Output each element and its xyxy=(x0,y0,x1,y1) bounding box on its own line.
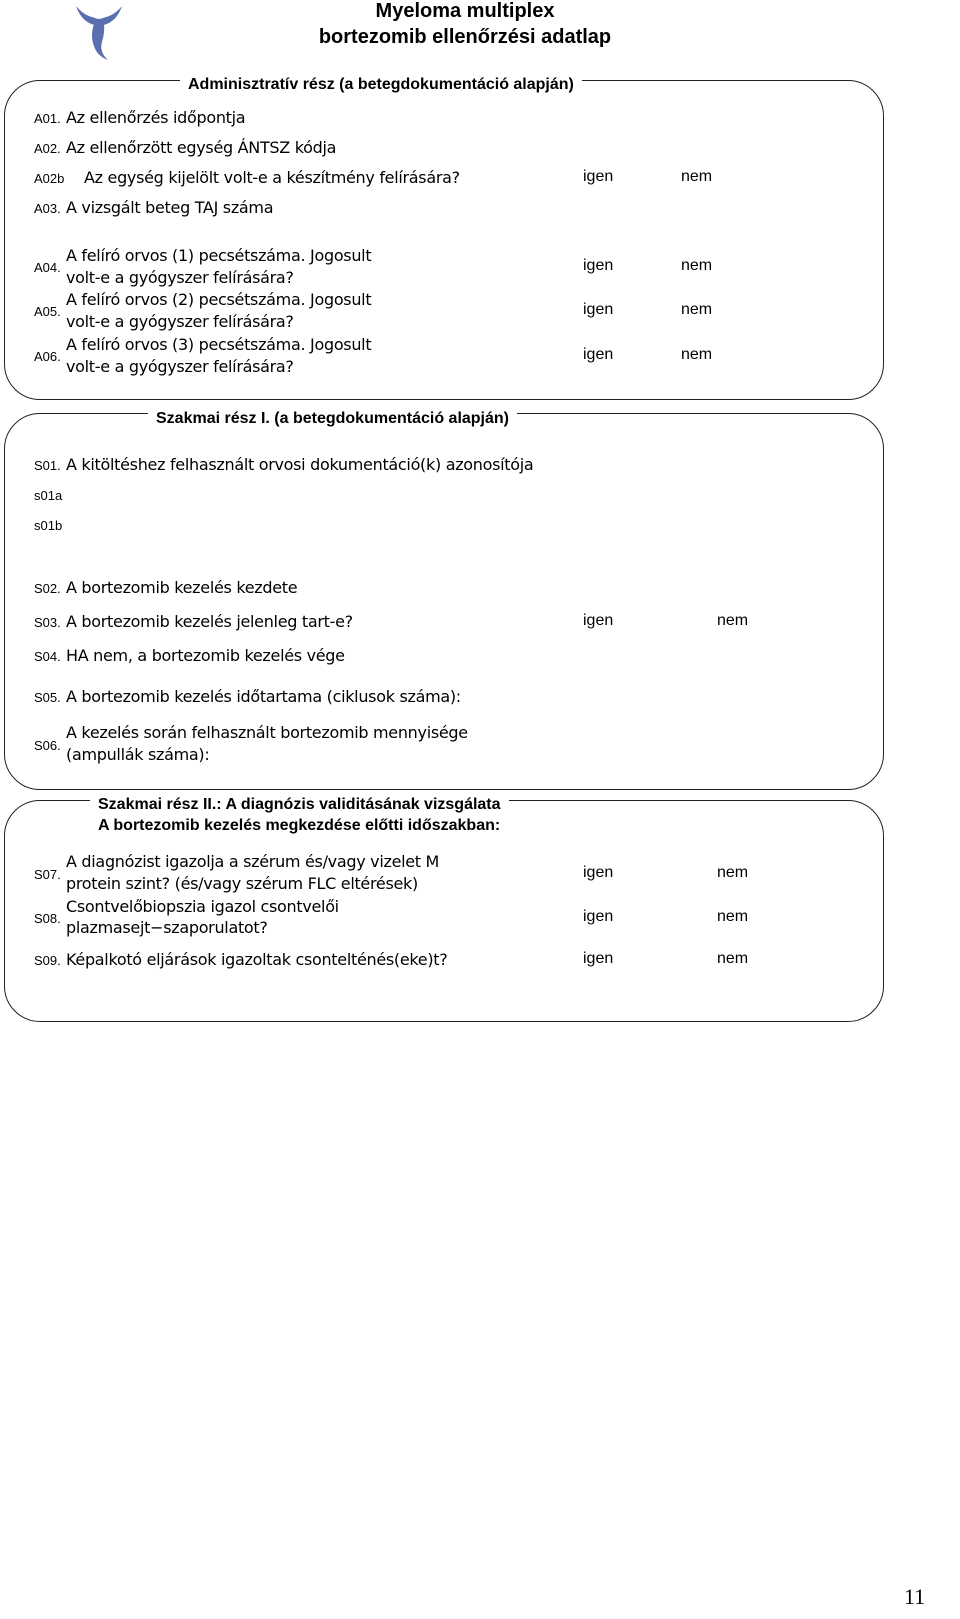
question-text-line2: volt-e a gyógyszer felírására? xyxy=(66,268,294,287)
logo-icon xyxy=(72,2,126,62)
question-text-line2: volt-e a gyógyszer felírására? xyxy=(66,357,294,376)
row-code: A04. xyxy=(34,260,61,275)
answer-yes[interactable]: igen xyxy=(583,346,614,363)
question-text: A bortezomib kezelés jelenleg tart-e? xyxy=(66,612,353,631)
row-code: S04. xyxy=(34,649,61,664)
page-subtitle: bortezomib ellenőrzési adatlap xyxy=(318,26,612,48)
question-text: A bortezomib kezelés időtartama (ciklusok száma): xyxy=(66,687,461,706)
question-text-line1: A kezelés során felhasznált bortezomib mennyisége xyxy=(66,723,468,742)
row-code: A01. xyxy=(34,111,61,126)
question-text: HA nem, a bortezomib kezelés vége xyxy=(66,646,345,665)
question-text-line1: A felíró orvos (3) pecsétszáma. Jogosult xyxy=(66,335,372,354)
question-text: Képalkotó eljárások igazoltak csontelténés(eke)t? xyxy=(66,950,448,969)
question-text: A kitöltéshez felhasznált orvosi dokumentáció(k) azonosítója xyxy=(66,455,534,474)
row-code: S06. xyxy=(34,738,61,753)
answer-yes[interactable]: igen xyxy=(583,301,614,318)
answer-yes[interactable]: igen xyxy=(583,168,614,185)
question-text-line1: A diagnózist igazolja a szérum és/vagy vizelet M xyxy=(66,852,440,871)
row-code: S05. xyxy=(34,690,61,705)
professional-section-1-title: Szakmai rész I. (a betegdokumentáció alapján) xyxy=(148,409,517,429)
answer-no[interactable]: nem xyxy=(717,908,749,925)
row-code: s01a xyxy=(34,488,63,503)
row-code: s01b xyxy=(34,518,63,533)
row-code: S01. xyxy=(34,458,61,473)
question-text-line1: Csontvelőbiopszia igazol csontvelői xyxy=(66,897,339,916)
question-text-line1: A felíró orvos (1) pecsétszáma. Jogosult xyxy=(66,246,372,265)
question-text-line1: A felíró orvos (2) pecsétszáma. Jogosult xyxy=(66,290,372,309)
answer-no[interactable]: nem xyxy=(681,301,713,318)
row-code: A06. xyxy=(34,349,61,364)
row-code: S07. xyxy=(34,867,61,882)
answer-no[interactable]: nem xyxy=(681,346,713,363)
answer-no[interactable]: nem xyxy=(681,257,713,274)
answer-no[interactable]: nem xyxy=(681,168,713,185)
answer-yes[interactable]: igen xyxy=(583,612,614,629)
row-code: A02b xyxy=(34,171,65,186)
answer-no[interactable]: nem xyxy=(717,950,749,967)
row-code: S03. xyxy=(34,615,61,630)
answer-yes[interactable]: igen xyxy=(583,908,614,925)
row-code: S09. xyxy=(34,953,61,968)
row-code: A03. xyxy=(34,201,61,216)
page-title: Myeloma multiplex xyxy=(375,0,555,22)
question-text: Az ellenőrzött egység ÁNTSZ kódja xyxy=(66,138,337,157)
answer-no[interactable]: nem xyxy=(717,612,749,629)
row-code: S02. xyxy=(34,581,61,596)
question-text-line2: (ampullák száma): xyxy=(66,745,210,764)
answer-no[interactable]: nem xyxy=(717,864,749,881)
answer-yes[interactable]: igen xyxy=(583,257,614,274)
professional-section-2-title: Szakmai rész II.: A diagnózis validitásának vizsgálata xyxy=(90,795,509,815)
question-text-line2: plazmasejt−szaporulatot? xyxy=(66,918,268,937)
answer-yes[interactable]: igen xyxy=(583,864,614,881)
question-text: Az egység kijelölt volt-e a készítmény felírására? xyxy=(84,168,460,187)
row-code: S08. xyxy=(34,911,61,926)
question-text: A vizsgált beteg TAJ száma xyxy=(66,198,274,217)
question-text-line2: volt-e a gyógyszer felírására? xyxy=(66,312,294,331)
question-text: Az ellenőrzés időpontja xyxy=(66,108,246,127)
professional-section-2-subtitle: A bortezomib kezelés megkezdése előtti időszakban: xyxy=(90,816,508,836)
answer-yes[interactable]: igen xyxy=(583,950,614,967)
page-number: 11 xyxy=(904,1584,926,1609)
admin-section-title: Adminisztratív rész (a betegdokumentáció alapján) xyxy=(180,75,582,95)
row-code: A05. xyxy=(34,304,61,319)
question-text-line2: protein szint? (és/vagy szérum FLC eltérések) xyxy=(66,874,418,893)
question-text: A bortezomib kezelés kezdete xyxy=(66,578,298,597)
row-code: A02. xyxy=(34,141,61,156)
